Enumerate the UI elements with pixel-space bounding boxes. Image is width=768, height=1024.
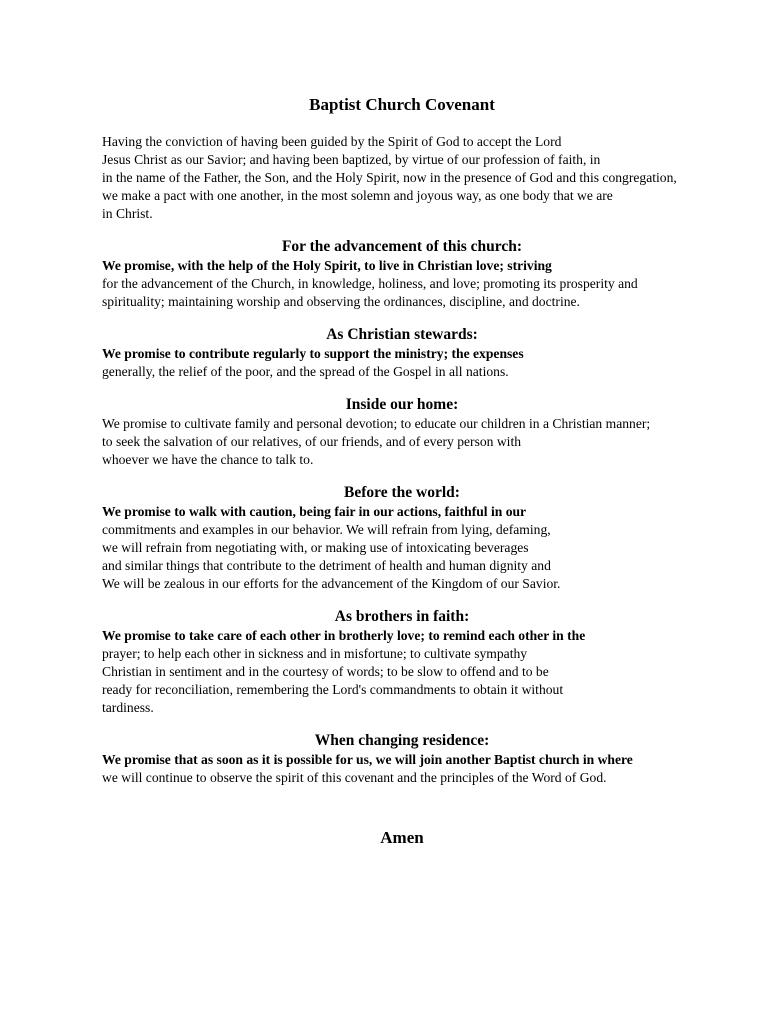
- section-heading: As Christian stewards:: [326, 326, 478, 343]
- section-body-line: We will be zealous in our efforts for the advancement of the Kingdom of our Savior.: [102, 576, 561, 591]
- intro-line: we make a pact with one another, in the most solemn and joyous way, as one body that we are: [102, 188, 613, 203]
- section-heading: When changing residence:: [314, 732, 490, 749]
- section-body-line: ready for reconciliation, remembering the Lord's commandments to obtain it without: [102, 682, 564, 697]
- section-body-line: tardiness.: [102, 700, 154, 715]
- intro-paragraph: [102, 133, 702, 223]
- section-body-line: for the advancement of the Church, in knowledge, holiness, and love; promoting its prosperity and: [102, 276, 638, 291]
- intro-line: in Christ.: [102, 206, 153, 221]
- section-body-line: spirituality; maintaining worship and observing the ordinances, discipline, and doctrine.: [102, 294, 580, 309]
- section-heading: As brothers in faith:: [334, 608, 470, 625]
- section-promise-line: We promise that as soon as it is possible for us, we will join another Baptist church in where: [102, 752, 633, 767]
- covenant-section: [102, 237, 702, 311]
- section-body-line: Christian in sentiment and in the courtesy of words; to be slow to offend and to be: [102, 664, 549, 679]
- section-heading: Inside our home:: [345, 396, 459, 413]
- section-body-line: whoever we have the chance to talk to.: [102, 452, 314, 467]
- section-body-line: we will continue to observe the spirit of this covenant and the principles of the Word of God.: [102, 770, 607, 785]
- intro-line: Having the conviction of having been guided by the Spirit of God to accept the Lord: [102, 134, 562, 149]
- covenant-section: [102, 395, 702, 469]
- section-heading: For the advancement of this church:: [281, 238, 523, 255]
- section-promise-line: We promise to take care of each other in brotherly love; to remind each other in the: [102, 628, 586, 643]
- section-body-line: we will refrain from negotiating with, or making use of intoxicating beverages: [102, 540, 529, 555]
- section-body-line: to seek the salvation of our relatives, of our friends, and of every person with: [102, 434, 522, 449]
- section-promise-line: We promise to walk with caution, being fair in our actions, faithful in our: [102, 504, 527, 519]
- section-promise-line: We promise, with the help of the Holy Spirit, to live in Christian love; striving: [102, 258, 552, 273]
- document-title: Baptist Church Covenant: [309, 95, 495, 114]
- document-page: [102, 94, 702, 849]
- covenant-section: [102, 325, 702, 381]
- section-promise-line: We promise to contribute regularly to support the ministry; the expenses: [102, 346, 524, 361]
- closing-amen: Amen: [380, 828, 424, 847]
- section-body-line: and similar things that contribute to the detriment of health and human dignity and: [102, 558, 551, 573]
- covenant-section: [102, 483, 702, 593]
- covenant-sections: [102, 237, 702, 787]
- section-heading: Before the world:: [344, 484, 460, 501]
- intro-line: Jesus Christ as our Savior; and having been baptized, by virtue of our profession of faith, in: [102, 152, 601, 167]
- section-body-line: We promise to cultivate family and personal devotion; to educate our children in a Christian manner;: [102, 416, 651, 431]
- section-body-line: prayer; to help each other in sickness and in misfortune; to cultivate sympathy: [102, 646, 528, 661]
- section-body-line: commitments and examples in our behavior. We will refrain from lying, defaming,: [102, 522, 551, 537]
- covenant-section: [102, 731, 702, 787]
- intro-line: in the name of the Father, the Son, and the Holy Spirit, now in the presence of God and this congregation,: [102, 170, 677, 185]
- covenant-section: [102, 607, 702, 717]
- section-body-line: generally, the relief of the poor, and the spread of the Gospel in all nations.: [102, 364, 509, 379]
